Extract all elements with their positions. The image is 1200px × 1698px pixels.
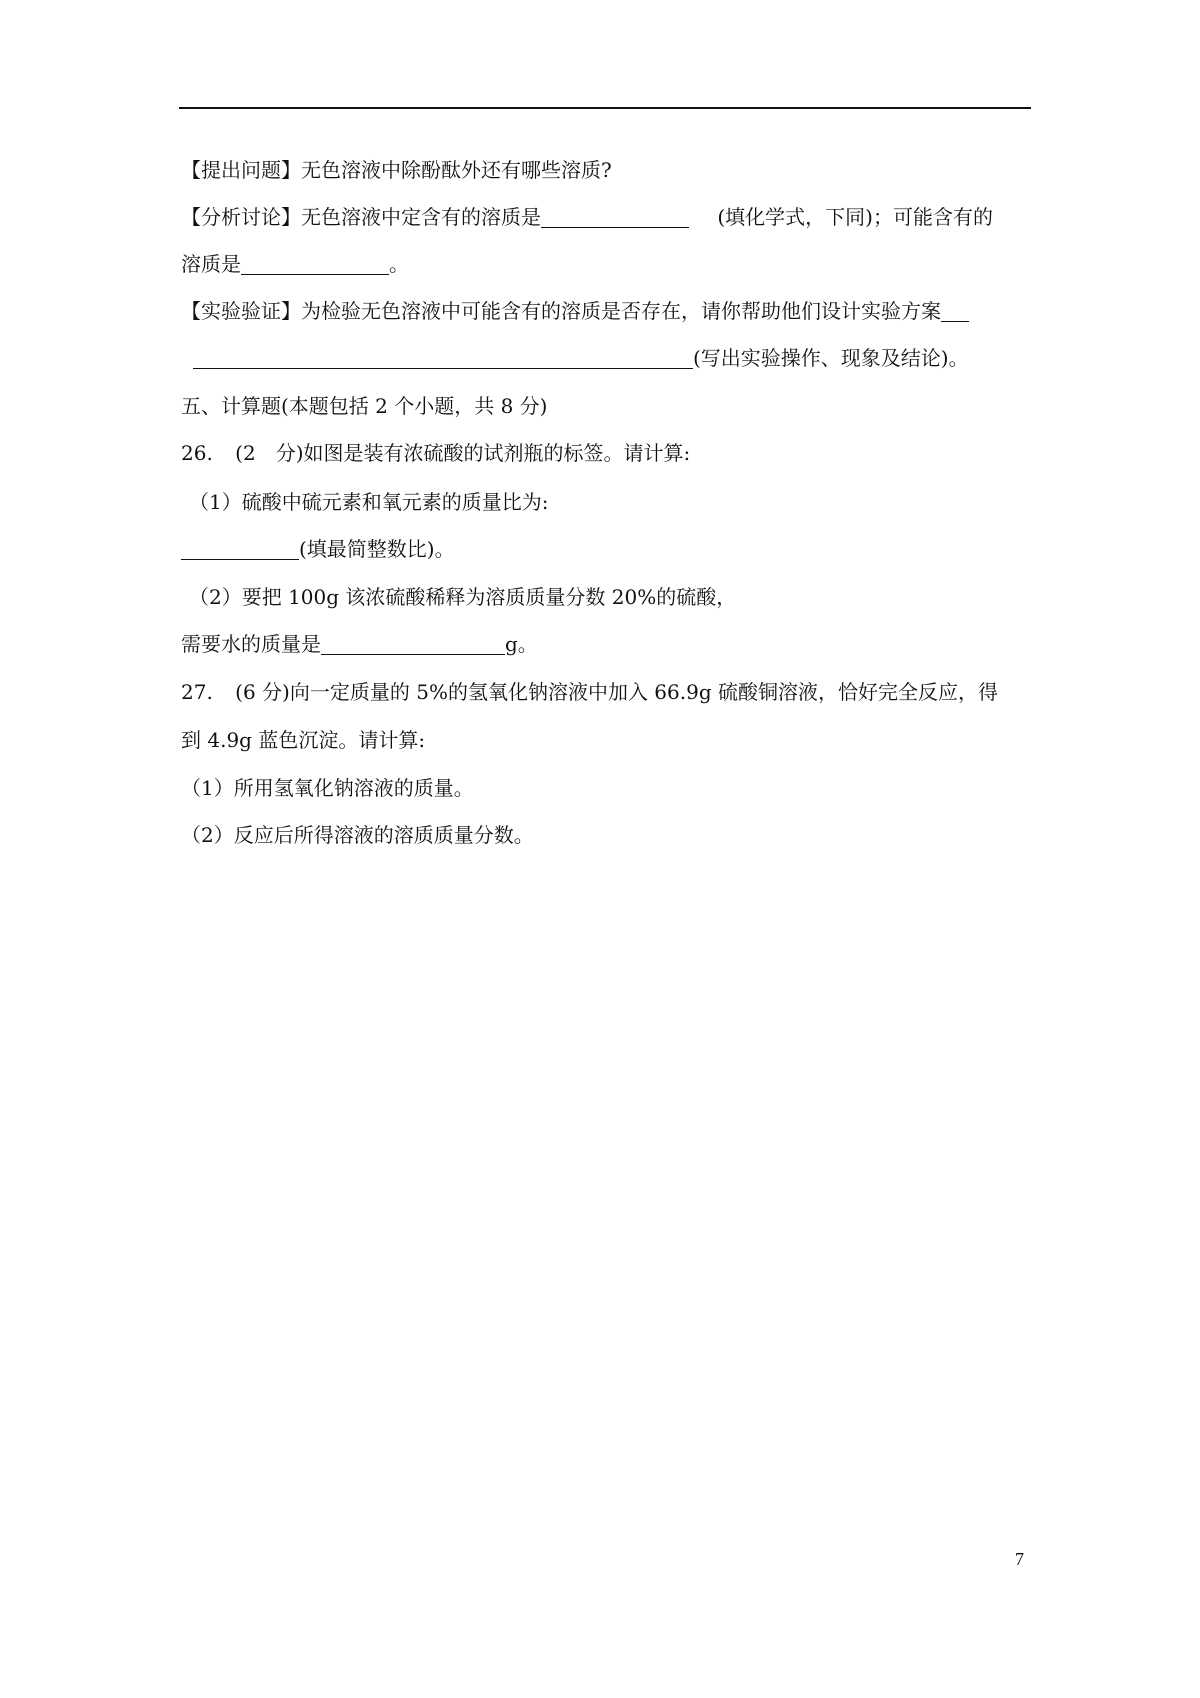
solute-answer-blank[interactable] (541, 207, 689, 228)
verify-line-1 (181, 298, 969, 324)
q27-stem-line-1 (181, 679, 998, 705)
experiment-plan-blank[interactable] (193, 348, 693, 369)
experiment-plan-blank-start[interactable] (941, 301, 969, 322)
q27-number: 27. (181, 680, 213, 704)
page-number: 7 (1015, 1549, 1024, 1569)
discussion-text-1: 无色溶液中定含有的溶质是 (301, 205, 541, 229)
discussion-line-1 (181, 204, 993, 230)
question-text: 无色溶液中除酚酞外还有哪些溶质? (301, 158, 612, 182)
q26-stem: 如图是装有浓硫酸的试剂瓶的标签。请计算: (303, 441, 691, 465)
q27-stem-line-2: 到 4.9g 蓝色沉淀。请计算: (181, 728, 426, 752)
discussion-text-4: 。 (389, 252, 409, 276)
q26-part2-unit: g。 (505, 632, 538, 656)
q26-number: 26. (181, 441, 213, 465)
q26-part1: （1）硫酸中硫元素和氧元素的质量比为: (189, 490, 549, 514)
q26-part1-answer-line (181, 536, 455, 562)
discussion-label: 【分析讨论】 (181, 205, 301, 229)
discussion-text-3: 溶质是 (181, 252, 241, 276)
q27-part1: （1）所用氢氧化钠溶液的质量。 (181, 776, 474, 800)
q26-stem-line (181, 440, 690, 466)
q27-stem-line1: (6 分)向一定质量的 5%的氢氧化钠溶液中加入 66.9g 硫酸铜溶液，恰好完全反应，得 (235, 680, 998, 704)
possible-solute-blank[interactable] (241, 254, 389, 275)
water-mass-blank[interactable] (321, 634, 505, 655)
q26-score: (2 分) (235, 441, 304, 465)
mass-ratio-blank[interactable] (181, 539, 299, 560)
q26-part1-suffix: (填最简整数比)。 (299, 537, 455, 561)
verify-text: 为检验无色溶液中可能含有的溶质是否存在，请你帮助他们设计实验方案 (301, 299, 941, 323)
q26-part2-answer-line (181, 631, 538, 657)
q26-part2-line2: 需要水的质量是 (181, 632, 321, 656)
discussion-text-2: (填化学式，下同)；可能含有的 (717, 205, 993, 229)
header-rule (179, 107, 1031, 109)
verify-label: 【实验验证】 (181, 299, 301, 323)
question-label: 【提出问题】 (181, 158, 301, 182)
verify-line-2 (181, 345, 969, 371)
q26-part2: （2）要把 100g 该浓硫酸稀释为溶质质量分数 20%的硫酸， (189, 585, 737, 609)
verify-suffix: (写出实验操作、现象及结论)。 (693, 346, 969, 370)
discussion-line-2 (181, 251, 409, 277)
section-five-heading: 五、计算题(本题包括 2 个小题，共 8 分) (181, 394, 548, 418)
q27-part2: （2）反应后所得溶液的溶质质量分数。 (181, 823, 534, 847)
question-prompt-line (181, 157, 612, 183)
